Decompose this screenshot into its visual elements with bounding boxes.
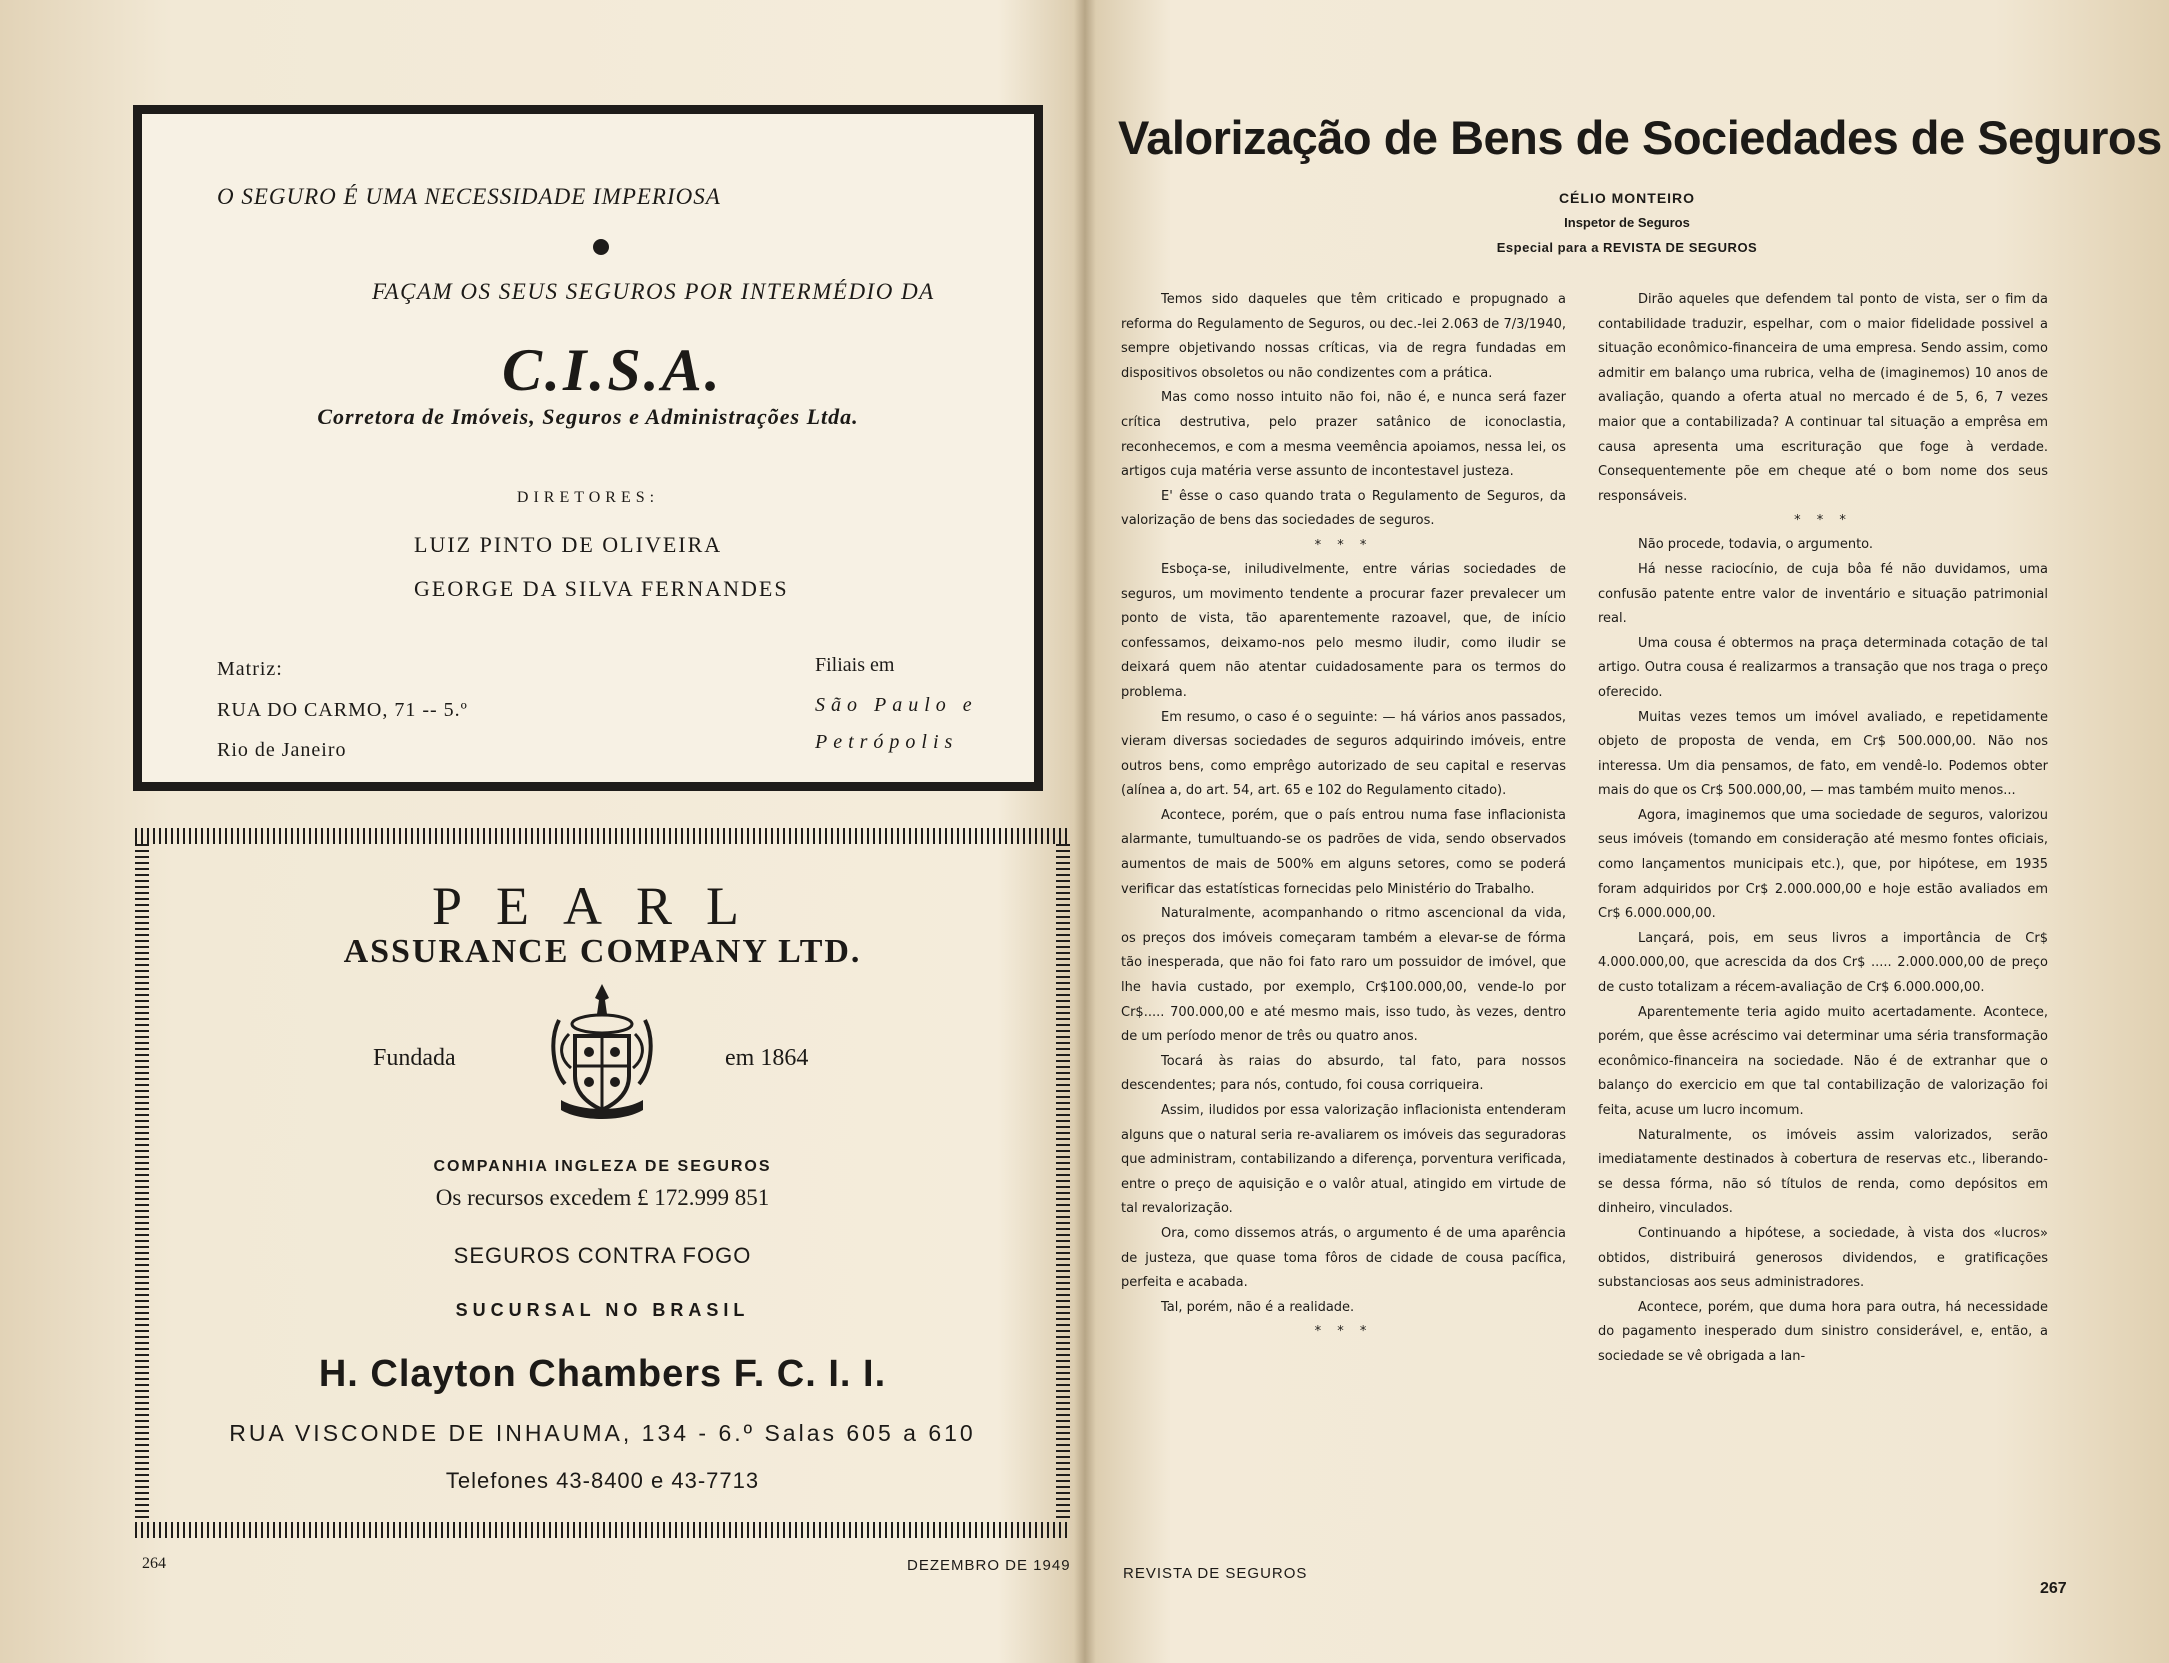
article-column-right <box>1598 288 2048 1370</box>
cisa-intermediary-line: FAÇAM OS SEUS SEGUROS POR INTERMÉDIO DA <box>372 279 935 304</box>
paragraph: Naturalmente, os imóveis assim valorizados, serão imediatamente destinados à cobertura de reservas etc., liberando-se dessa fórma, não só títulos de renda, como depósitos em dinheiro, vinculados. <box>1598 1127 2048 1217</box>
paragraph: Continuando a hipótese, a sociedade, à vista dos «lucros» obtidos, distribuirá generosos dividendos, e gratificações substanciosas aos seus administradores. <box>1598 1225 2048 1291</box>
pearl-branch: SUCURSAL NO BRASIL <box>455 1300 750 1320</box>
article-title: Valorização de Bens de Sociedades de Seguros <box>1118 111 2162 164</box>
cisa-filiais-line-1: São Paulo e <box>815 694 978 716</box>
cisa-directors-title: DIRETORES: <box>516 489 660 506</box>
bullet-dot-icon <box>593 239 609 255</box>
section-separator: * * * <box>1314 1324 1373 1340</box>
cisa-matriz-label: Matriz: <box>217 658 283 680</box>
pearl-advertisement <box>135 828 1070 1538</box>
cisa-filiais-line-2: Petrópolis <box>815 731 959 753</box>
paragraph: E' êsse o caso quando trata o Regulamento de Seguros, da valorização de bens das sociedades de seguros. <box>1121 488 1566 529</box>
pearl-founded-label: Fundada <box>373 1045 456 1071</box>
article-author: CÉLIO MONTEIRO <box>1558 190 1696 206</box>
cisa-brand-name: C.I.S.A. <box>502 337 723 403</box>
pearl-founded-year: em 1864 <box>725 1045 809 1071</box>
paragraph: Naturalmente, acompanhando o ritmo ascencional da vida, os preços dos imóveis começaram também a elevar-se de fórma tão inesperada, que não foi fato raro um possuidor de imóvel, que lhe havia custado, por exemplo, Cr$100.000,00, vende-lo por Cr$..... 700.000,00 e até mesmo mais, isso tudo, às vezes, dentro de um período menor de três ou quatro anos. <box>1121 906 1566 1045</box>
paragraph: Temos sido daqueles que têm criticado e propugnado a reforma do Regulamento de Seguros, ou dec.-lei 2.063 de 7/3/1940, sempre objetivando nossas críticas, via de regra fundadas em dispositivos obsoletos ou não condizentes com a prática. <box>1121 292 1566 381</box>
pearl-address: RUA VISCONDE DE INHAUMA, 134 - 6.º Salas 605 a 610 <box>229 1420 976 1446</box>
paragraph: Ora, como dissemos atrás, o argumento é de uma aparência de justeza, que quase toma fôros de cidade de cousa pacífica, perfeita e acabada. <box>1121 1225 1566 1291</box>
pearl-agent-name: H. Clayton Chambers F. C. I. I. <box>318 1353 887 1395</box>
cisa-advertisement <box>133 105 1043 791</box>
coat-of-arms-icon <box>547 980 657 1130</box>
magazine-name: REVISTA DE SEGUROS <box>1123 1565 1308 1582</box>
cisa-filiais-label: Filiais em <box>815 654 895 676</box>
paragraph: Mas como nosso intuito não foi, não é, e nunca será fazer crítica destrutiva, pelo prazer satânico de iconoclastia, reconhecemos, e com a mesma veemência apoiamos, nessa lei, os artigos cuja matéria verse assunto de incontestavel justeza. <box>1121 390 1566 480</box>
paragraph: Acontece, porém, que duma hora para outra, há necessidade do pagamento inesperado dum sinistro considerável, e, então, a sociedade se vê obrigada a lan- <box>1598 1299 2048 1364</box>
pearl-company: ASSURANCE COMPANY LTD. <box>343 933 862 970</box>
paragraph: Muitas vezes temos um imóvel avaliado, e repetidamente objeto de proposta de venda, em Cr$ 500.000,00. Não nos interessa. Um dia pensamos, de fato, em vendê-lo. Podemos obter mais do que os Cr$ 500.000,00, — mas também muito menos... <box>1598 709 2048 799</box>
issue-date: DEZEMBRO DE 1949 <box>907 1557 1071 1574</box>
paragraph: Aparentemente teria agido muito acertadamente. Acontece, porém, que êsse acréscimo vai determinar uma séria transformação econômico-financeira na sociedade. Não é de extranhar que o balanço do exercicio em que tal contabilização de valorização foi feita, acuse um lucro incomum. <box>1598 1004 2048 1118</box>
paragraph: Assim, iludidos por essa valorização inflacionista entenderam alguns que o natural seria re-avaliarem os imóveis das seguradoras que administram, contabilizando a diferença, porventura verificada, entre o preço de aquisição e o valôr atual, atingido em virtude de tal revalorização. <box>1121 1103 1566 1217</box>
paragraph: Acontece, porém, que o país entrou numa fase inflacionista alarmante, tumultuando-se os padrões de vida, sendo observados aumentos de mais de 500% em alguns setores, como se poderá verificar das estatísticas fornecidas pelo Ministério do Trabalho. <box>1121 807 1566 897</box>
right-page-number: 267 <box>2040 1580 2067 1597</box>
paragraph: Não procede, todavia, o argumento. <box>1638 537 1874 553</box>
pearl-resources: Os recursos excedem £ 172.999 851 <box>435 1185 770 1210</box>
paragraph: Lançará, pois, em seus livros a importância de Cr$ 4.000.000,00, que acrescida da dos Cr$ ..... 2.000.000,00 de preço de custo totalizam a récem-avaliação de Cr$ 6.000.000,00. <box>1598 930 2048 996</box>
paragraph: Em resumo, o caso é o seguinte: — há vários anos passados, vieram diversas sociedades de seguros adquirindo imóveis, entre outros bens, como emprêgo autorizado de seu capital e reservas (alínea a, do art. 54, art. 65 e 102 do Regulamento citado). <box>1121 709 1566 799</box>
pearl-border-bottom <box>135 1522 1070 1538</box>
right-page <box>1085 0 2169 1663</box>
pearl-subtitle: COMPANHIA INGLEZA DE SEGUROS <box>433 1158 772 1175</box>
cisa-matriz-address: RUA DO CARMO, 71 -- 5.º <box>217 699 468 721</box>
author-role: Inspetor de Seguros <box>1564 215 1690 230</box>
pearl-phones: Telefones 43-8400 e 43-7713 <box>445 1468 760 1493</box>
article-column-left <box>1121 288 1566 1344</box>
article-special-note: Especial para a REVISTA DE SEGUROS <box>1496 240 1758 255</box>
section-separator: * * * <box>1314 537 1373 553</box>
paragraph: Dirão aqueles que defendem tal ponto de vista, ser o fim da contabilidade traduzir, espelhar, com o maior fidelidade possivel a situação econômico-financeira de uma empresa. Sendo assim, como admitir em balanço uma rubrica, velha de (imaginemos) 10 anos de avaliação, quando a oferta atual no mercado é de 5, 6, 7 vezes maior que a contabilizada? A continuar tal situação a emprêsa em causa apresenta uma escrituração que foge à verdade. Consequentemente põe em cheque até o bom nome dos seus responsáveis. <box>1598 292 2048 504</box>
paragraph: Esboça-se, iniludivelmente, entre várias sociedades de seguros, um movimento tendente a procurar fazer prevalecer um ponto de vista, tão aparentemente razoavel, que, de início confessamos, deixamo-nos pelo mesmo iludir, como iludir se deixará quem não atentar cuidadosamente para os termos do problema. <box>1121 561 1566 700</box>
cisa-company-name: Corretora de Imóveis, Seguros e Administrações Ltda. <box>317 404 859 429</box>
cisa-slogan: O SEGURO É UMA NECESSIDADE IMPERIOSA <box>217 184 721 209</box>
paragraph: Agora, imaginemos que uma sociedade de seguros, valorizou seus imóveis (tomando em consideração até mesmo fontes oficiais, como lançamentos municipais etc.), que, por hipótese, em 1935 foram adquiridos por Cr$ 2.000.000,00 e hoje estão avaliados em Cr$ 6.000.000,00. <box>1598 807 2048 922</box>
pearl-fire-insurance: SEGUROS CONTRA FOGO <box>453 1243 752 1268</box>
section-separator: * * * <box>1794 513 1852 529</box>
cisa-director-1: LUIZ PINTO DE OLIVEIRA <box>414 532 723 557</box>
pearl-name: PEARL <box>431 876 774 936</box>
paragraph: Há nesse raciocínio, de cuja bôa fé não duvidamos, uma confusão patente entre valor de inventário e situação patrimonial real. <box>1598 561 2048 627</box>
paragraph: Tal, porém, não é a realidade. <box>1161 1299 1355 1315</box>
left-page-number: 264 <box>142 1555 166 1572</box>
cisa-matriz-city: Rio de Janeiro <box>217 739 347 761</box>
cisa-director-2: GEORGE DA SILVA FERNANDES <box>414 576 789 601</box>
pearl-border-top <box>135 828 1070 844</box>
paragraph: Tocará às raias do absurdo, tal fato, para nossos descendentes; para nós, contudo, foi cousa corriqueira. <box>1121 1053 1566 1094</box>
paragraph: Uma cousa é obtermos na praça determinada cotação de tal artigo. Outra cousa é realizarmos a transação que nos traga o preço oferecido. <box>1598 635 2048 700</box>
